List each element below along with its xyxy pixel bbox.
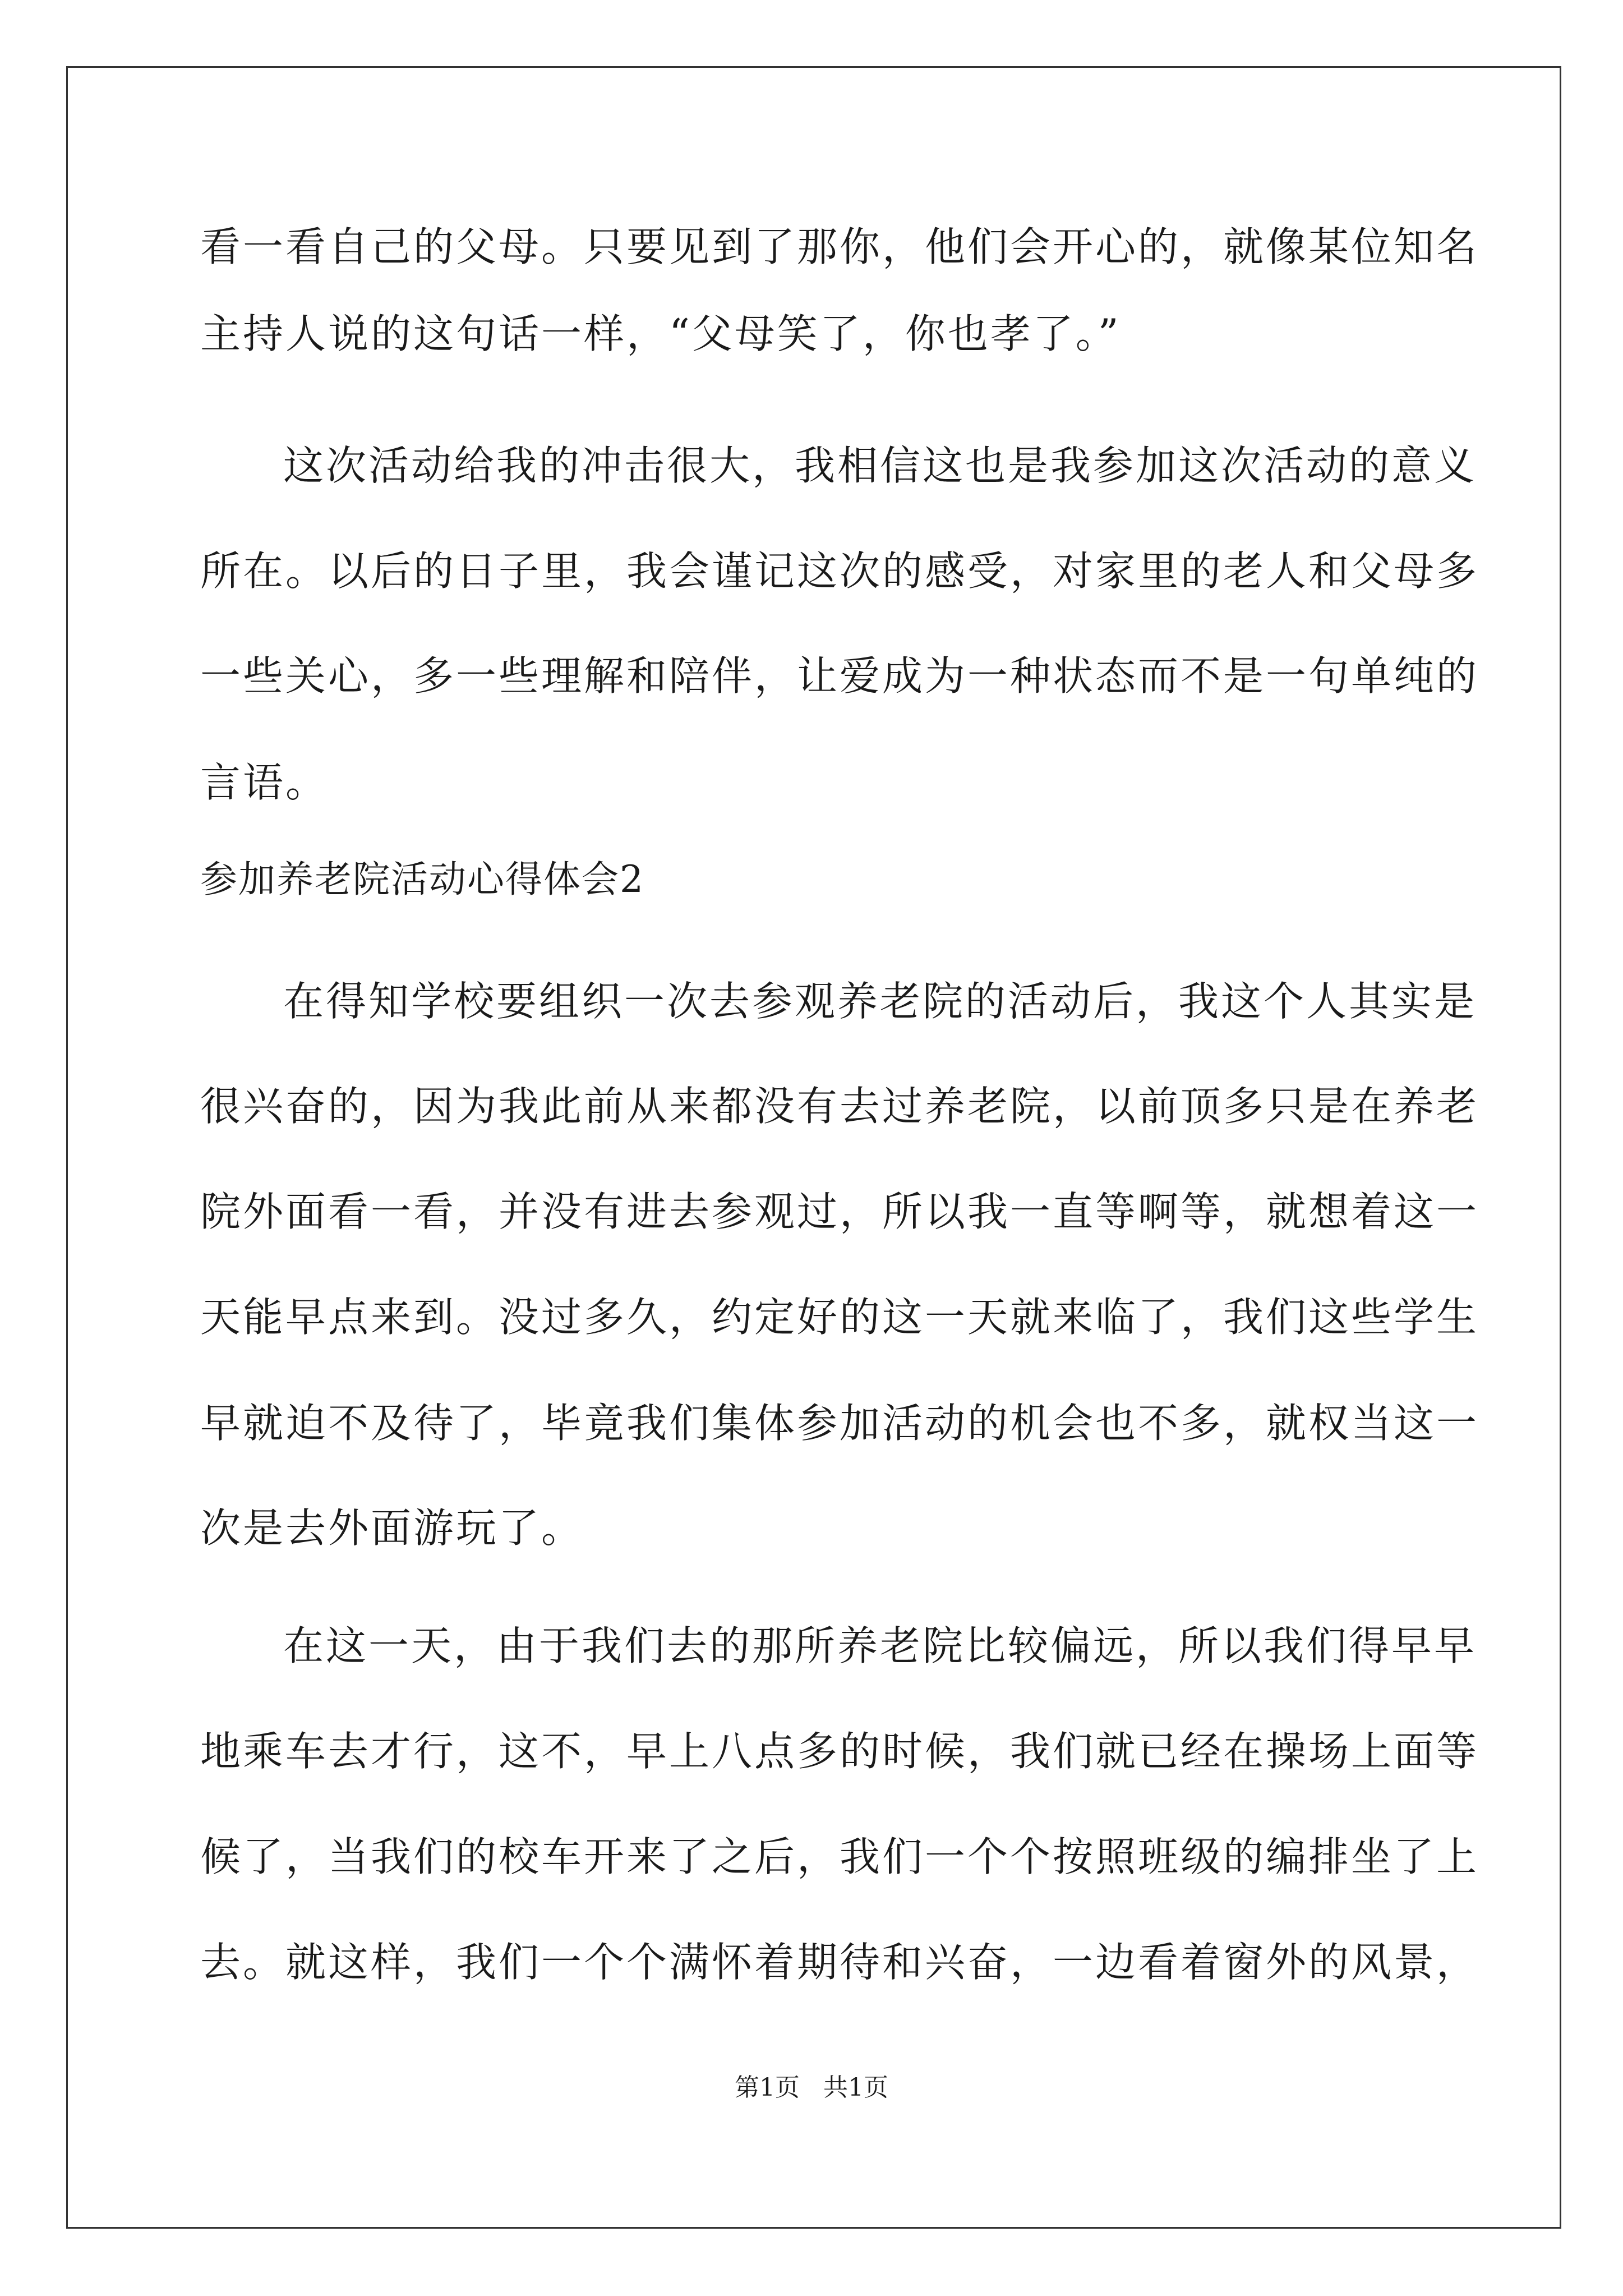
text-line: 院外面看一看，并没有进去参观过，所以我一直等啊等，就想着这一 [200, 1188, 1479, 1235]
page-border [66, 66, 1561, 2229]
page-footer: 第1页 共1页 [735, 2073, 888, 2102]
text-line: 地乘车去才行，这不，早上八点多的时候，我们就已经在操场上面等 [200, 1728, 1479, 1775]
paragraph-start-line: 在这一天，由于我们去的那所养老院比较偏远，所以我们得早早 [283, 1622, 1477, 1669]
text-line: 很兴奋的，因为我此前从来都没有去过养老院，以前顶多只是在养老 [200, 1083, 1479, 1130]
text-line: 看一看自己的父母。只要见到了那你，他们会开心的，就像某位知名 [200, 223, 1479, 270]
text-line: 去。就这样，我们一个个满怀着期待和兴奋，一边看着窗外的风景， [200, 1939, 1479, 1986]
text-line: 一些关心，多一些理解和陪伴，让爱成为一种状态而不是一句单纯的 [200, 652, 1479, 700]
text-line: 早就迫不及待了，毕竟我们集体参加活动的机会也不多，就权当这一 [200, 1400, 1479, 1447]
text-line: 所在。以后的日子里，我会谨记这次的感受，对家里的老人和父母多 [200, 547, 1479, 595]
section-heading: 参加养老院活动心得体会2 [200, 858, 644, 901]
text-line: 候了，当我们的校车开来了之后，我们一个个按照班级的编排坐了上 [200, 1833, 1479, 1880]
text-line: 天能早点来到。没过多久，约定好的这一天就来临了，我们这些学生 [200, 1294, 1479, 1341]
text-line: 主持人说的这句话一样，“父母笑了，你也孝了。” [200, 310, 1121, 357]
paragraph-start-line: 这次活动给我的冲击很大，我相信这也是我参加这次活动的意义 [283, 442, 1477, 489]
paragraph-start-line: 在得知学校要组织一次去参观养老院的活动后，我这个人其实是 [283, 978, 1477, 1025]
text-line: 言语。 [200, 759, 329, 806]
text-line: 次是去外面游玩了。 [200, 1504, 584, 1552]
